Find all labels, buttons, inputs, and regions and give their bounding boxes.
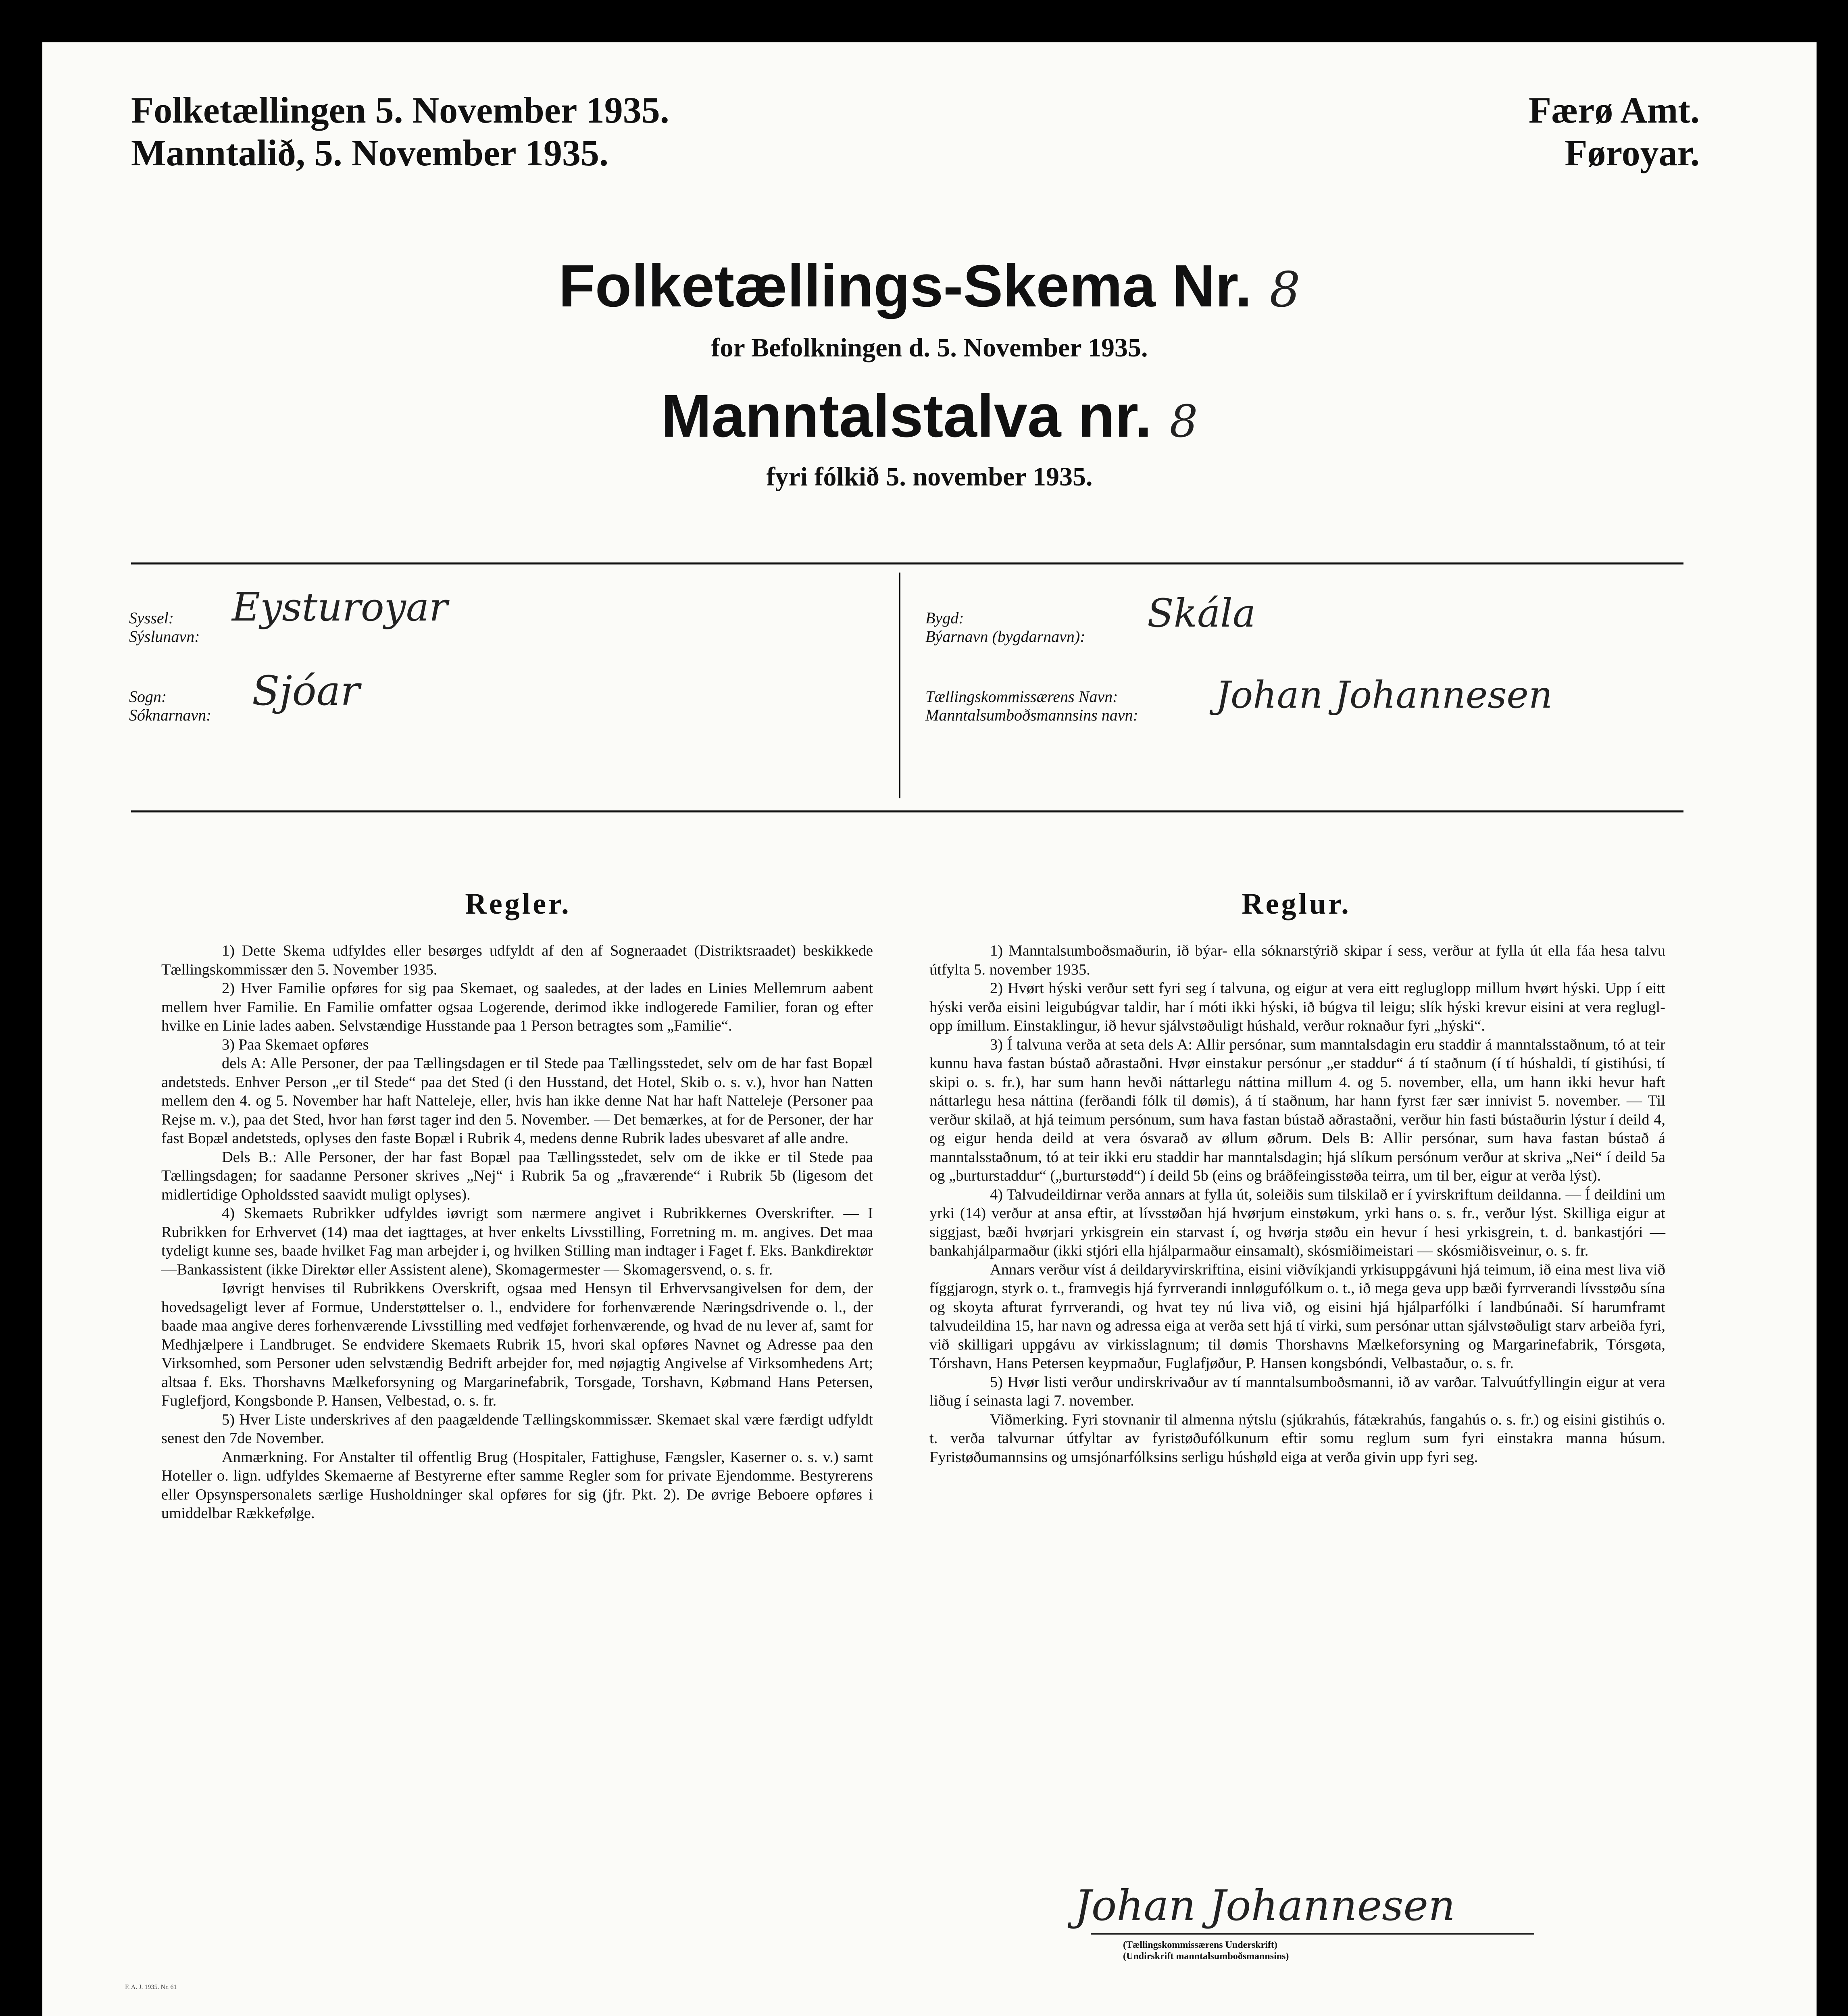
form-number-faroese: 8 [1169,396,1198,447]
print-code: F. A. J. 1935. Nr. 61 [125,1984,177,1991]
header-left [131,89,669,174]
syssel-label: Syssel: Sýslunavn: [129,609,200,646]
regler-text [161,941,873,1523]
field-divider [899,573,900,798]
bygd-label: Bygd: Býarnavn (bygdarnavn): [925,609,1085,646]
top-divider [131,562,1683,564]
sogn-value: Sjóar [252,667,360,714]
sogn-label: Sogn: Sóknarnavn: [129,687,212,724]
form-subtitle: for Befolkningen d. 5. November 1935. [711,333,1148,362]
kommissaer-label: Tællingskommissærens Navn: Manntalsumboðsmannsins navn: [925,687,1138,724]
reglur-paragraph: 5) Hvør listi verður undirskrivaður av tí manntalsumboðsmanni, ið av varðar. Talvuútfyllingin eigur at vera liðug í seinasta lagi 7. november. [929,1373,1665,1409]
form-title: Folketællings-Skema Nr. [558,253,1252,319]
regler-paragraph: Anmærkning. For Anstalter til offentlig Brug (Hospitaler, Fattighuse, Fængsler, Kaserner o. s. v.) samt Hoteller o. lign. udfyldes Skemaerne af Bestyrerne efter samme Regler som for private Ejendomme. Bestyrerens eller Opsynspersonalets særlige Husholdninger skal opføres for sig (jfr. Pkt. 2). De øvrige Beboere opføres i umiddelbar Rækkefølge. [161,1448,873,1522]
bottom-divider [131,810,1683,812]
reglur-paragraph: 2) Hvørt hýski verður sett fyri seg í talvuna, og eigur at vera eitt regluglopp millum hvørt hýski. Upp í eitt hýski verða eisini leigubúgvar taldir, har í móti ikki hýski, ið búgva til leigu; slík hýski krevur eisini at vera regluglopp ímillum. Einstaklingur, ið hevur sjálvstøðuligt húshald, verður roknaður fyri „hýski“. [929,980,1665,1034]
reglur-heading: Reglur. [1242,887,1351,921]
reglur-paragraph: 1) Manntalsumboðsmaðurin, ið býar- ella sóknarstýrið skipar í sess, verður at fylla út ella fáa hesa talvu útfylta 5. november 1935. [929,942,1665,978]
reglur-paragraph: 4) Talvudeildirnar verða annars at fylla út, soleiðis sum tilskilað er í yvirskriftum deildanna. — Í deildini um yrki (14) verður at ansa eftir, at lívsstøðan hjá hvørjum einstøkum, yrki hans o. s. fr., verður lýst. Skilliga eigur at siggjast, bæði hvørjari yrkisgrein ein starvast í, og hvørja støðu ein hevur í hesi yrkisgrein, t. d. bankastjóri — bankahjálparmaður (ikki stjóri ella hjálparmaður einsamalt), skósmiðimeistari — skósmiðisveinur, o. s. fr. [929,1186,1665,1259]
reglur-paragraph: 3) Í talvuna verða at seta dels A: Allir persónar, sum manntalsdagin eru staddir á manntalsstaðnum, tó at teir kunnu hava fastan bústað aðrastaðni. Hvør einstakur persónur „er staddur“ á tí staðnum (í tí húshaldi, tí gistihúsi, tí skipi o. s. fr.), har sum hann hevði náttarlegu náttina millum 4. og 5. november, ella, um hann ikki hevur haft náttarlegu hesa náttina (ferðandi fólk til dømis), á tí staðnum, har hann fyrst fær sær innivist 5. november. — Til verður skilað, at hjá teimum persónum, sum hava fastan bústað aðrastaðni, verður hin fasti bústaðurin lýstur í deild 4, og eigur henda deild at vera ósvarað av øllum øðrum. Dels B: Allir persónar, sum hava fastan bústað á manntalsstaðnum, tó at teir ikki eru staddir har manntalsdagin; hjá slíkum persónum verður at skriva „Nei“ í deild 5a og „burturstaddur“ („burturstødd“) í deild 5b (eins og bráðfeingisstøða teirra, um til ber, eigur at verða lýst). [929,1036,1665,1184]
header-right-line2: Føroyar. [1565,132,1700,173]
regler-paragraph: Dels B.: Alle Personer, der har fast Bopæl paa Tællingsstedet, selv om de ikke er til Stede paa Tællingsdagen; for saadanne Personer skrives „Nej“ i Rubrik 5a og „fraværende“ i Rubrik 5b (ligesom det midlertidige Opholdssted saavidt muligt oplyses). [161,1148,873,1203]
form-subtitle-faroese: fyri fólkið 5. november 1935. [766,462,1093,492]
reglur-paragraph: Annars verður víst á deildaryvirskriftina, eisini viðvíkjandi yrkisuppgávuni hjá teimum, ið eina mest liva við fíggjarogn, styrk o. t., framvegis hjá fyrrverandi innløgufólkum o. t., ið mega geva upp bæði fyrrverandi lívsstøðu sína og skoyta afturat fyrrverandi, og hvat tey nú liva við, og eisini hjá hjálparfólki í landbúnaði. Sí harumframt talvudeildina 15, har navn og adressa eiga at verða sett hjá tí virki, sum persónar uttan sjálvstøðuligt starv arbeiða fyri, við skilligari uppgávu av virkisslagnum; til dømis Thorshavns Mælkeforsyning og Margarinefabrik, Tórsgøta, Tórshavn, Hans Petersen keypmaður, Fuglafjøður, P. Hansen kongsbóndi, Velbastaður, o. s. fr. [929,1261,1665,1372]
regler-paragraph: 2) Hver Familie opføres for sig paa Skemaet, og saaledes, at der lades en Linies Mellemrum aabent mellem hver Familie. En Familie omfatter ogsaa Logerende, derimod ikke indlogerede Familier, foran og efter hvilke en Linie lades aaben. Selvstændige Husstande paa 1 Person betragtes som „Familie“. [161,980,873,1034]
title-block-faroese [42,381,1817,451]
reglur-text [929,941,1665,1466]
regler-paragraph: 3) Paa Skemaet opføres [222,1036,369,1053]
regler-paragraph: 1) Dette Skema udfyldes eller besørges udfyldt af den af Sogneraadet (Distriktsraadet) beskikkede Tællingskommissær den 5. November 1935. [161,942,873,978]
regler-paragraph: dels A: Alle Personer, der paa Tællingsdagen er til Stede paa Tællingsstedet, selv om de har fast Bopæl andetsteds. Enhver Person „er til Stede“ paa det Sted (i den Husstand, det Hotel, Skib o. s. v.), hvor han Natten mellem den 4. og 5. November har haft Natteleje, eller, hvis han ikke denne Nat har haft Natteleje (Personer paa Rejse m. v.), paa det Sted, hvor han først tager ind den 5. November. — Det bemærkes, at for de Personer, der har fast Bopæl andetsteds, oplyses den faste Bopæl i Rubrik 4, medens denne Rubrik lades ubesvaret af alle andre. [161,1055,873,1147]
signature-line [1091,1933,1534,1935]
census-form [42,42,1817,2016]
signature-caption: (Tællingskommissærens Underskrift) (Undirskrift manntalsumboðsmannsins) [1123,1940,1289,1962]
header-left-line1: Folketællingen 5. November 1935. [131,90,669,131]
regler-paragraph: Iøvrigt henvises til Rubrikkens Overskrift, ogsaa med Hensyn til Erhvervsangivelsen for dem, der hovedsageligt lever af Formue, Understøttelser o. l., endvidere for forhenværende Næringsdrivende o. l., der baade maa angive deres forhenværende Livsstilling med vedføjet forhenværende, og hvad de nu lever af, samt for Medhjælpere i Landbruget. Se endvidere Skemaets Rubrik 15, hvori skal opføres Navnet og Adresse paa den Virksomhed, som Personer uden selvstændig Bedrift arbejder for, med nøjagtig Angivelse af Virksomhedens Art; altsaa f. Eks. Thorshavns Mælkeforsyning og Margarinefabrik, Torsgade, Torshavn, Købmand Hans Petersen, Fuglefjord, Kongsbonde P. Hansen, Velbestad, o. s. fr. [161,1280,873,1409]
header-right-line1: Færø Amt. [1528,90,1700,131]
reglur-paragraph: Viðmerking. Fyri stovnanir til almenna nýtslu (sjúkrahús, fátækrahús, fangahús o. s. fr.) og eisini gistihús o. t. verða talvurnar útfyltar av fyristøðufólkunum eftir somu reglum sum fyri einstakra manna húsum. Fyristøðumannsins og umsjónarfólksins serligu húshøld eiga at verða givin upp fyri seg. [929,1411,1665,1466]
kommissaer-value: Johan Johannesen [1216,673,1553,716]
header-left-line2: Manntalið, 5. November 1935. [131,132,609,173]
signature: Johan Johannesen [1075,1881,1456,1930]
title-block [42,252,1817,321]
form-number: 8 [1269,262,1300,318]
regler-heading: Regler. [465,887,571,921]
form-title-faroese: Manntalstalva nr. [661,382,1152,450]
bygd-value: Skála [1147,591,1256,636]
regler-paragraph: 5) Hver Liste underskrives af den paagældende Tællingskommissær. Skemaet skal være færdigt udfyldt senest den 7de November. [161,1411,873,1447]
regler-paragraph: 4) Skemaets Rubrikker udfyldes iøvrigt som nærmere angivet i Rubrikkernes Overskrifter. — I Rubrikken for Erhvervet (14) maa det iagttages, at hver enkelts Livsstilling, Forretning m. m. angives. Det maa tydeligt kunne ses, baade hvilket Fag man arbejder i, og hvilken Stilling man indtager i Faget f. Eks. Bankdirektør—Bankassistent (ikke Direktør eller Assistent alene), Skomagermester — Skomagersvend, o. s. fr. [161,1205,873,1278]
header-right [1529,89,1700,174]
syssel-value: Eysturoyar [232,585,448,630]
